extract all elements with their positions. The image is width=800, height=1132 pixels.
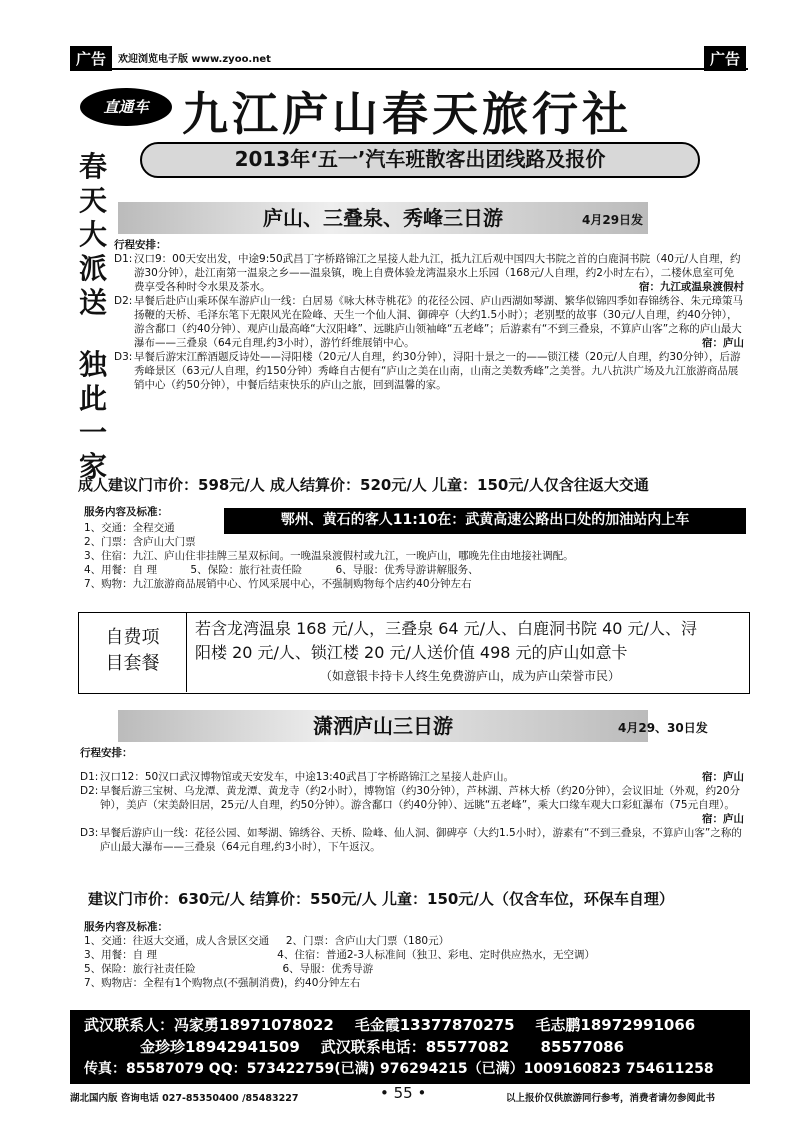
service-item: 2、门票：含庐山大门票 [84, 536, 196, 548]
promo-banner: 2013年‘五一’汽车班散客出团线路及报价 [140, 142, 700, 178]
day-row [114, 350, 744, 392]
route2-service-label: 服务内容及标准： [84, 921, 168, 933]
slogan-char: 天 [78, 184, 107, 217]
selfpay-label-line: 自费项 [105, 627, 160, 648]
day-text: 早餐后赴庐山乘环保车游庐山一线：白居易《咏大林寺桃花》的花径公园、庐山西湖如琴湖、繁华似锦四季如春锦绣谷、朱元璋策马扬鞭的天桥、毛泽东笔下无限风光在险峰、天生一个仙人洞、御碑亭（大约1.5小时）；老别墅的故事（30元/人自理，约40分钟），游含鄱口（约40分钟）、观庐山最高峰“大汉阳峰”、远眺庐山领袖峰“五老峰”；后游素有“不到三叠泉，不算庐山客”之称的庐山最大瀑布——三叠泉（64元自理,约3小时），游竹纤维展销中心。 [134, 295, 743, 349]
day-label: D1: [80, 771, 99, 783]
day-stay: 宿：庐山 [702, 771, 744, 783]
day-text: 汉口12：50汉口武汉博物馆或天安发车，中途13:40武昌丁字桥路锦江之星接人赴庐山。 [100, 771, 514, 783]
side-slogan [74, 150, 112, 484]
contact-line: 武汉联系人：冯家勇18971078022 毛金霞13377870275 毛志鹏18972991066 [84, 1016, 696, 1034]
slogan-char: 大 [78, 218, 107, 251]
service-item: 7、购物：九江旅游商品展销中心、竹风采展中心，不强制购物每个店约40分钟左右 [84, 578, 472, 590]
slogan-char: 家 [78, 450, 107, 483]
day-row [80, 784, 744, 826]
route2-price: 建议门市价：630元/人 结算价：550元/人 儿童：150元/人（仅含车位，环保车自理） [88, 890, 674, 908]
route1-schedule [114, 238, 744, 392]
service-item: 7、购物店：全程有1个购物点(不强制消费)，约40分钟左右 [84, 977, 361, 989]
day-text: 汉口9：00天安出发，中途9:50武昌丁字桥路锦江之星接人赴九江，抵九江后观中国四大书院之首的白鹿洞书院（40元/人自理，约游30分钟），赴江南第一温泉之乡——温泉镇，晚上自费体验龙湾温泉水上乐园（168元/人自理，约2小时左右），二楼休息室可免费享受各种时令水果及茶水。 [134, 253, 741, 293]
slogan-char: 派 [78, 252, 107, 285]
selfpay-note: （如意银卡持卡人终生免费游庐山，成为庐山荣誉市民） [319, 669, 620, 683]
selfpay-label-line: 目套餐 [105, 653, 160, 674]
service-item: 4、用餐：自 理 5、保险：旅行社责任险 6、导服：优秀导游讲解服务、 [84, 564, 479, 576]
service-item: 3、住宿：九江、庐山住非挂牌三星双标间。一晚温泉渡假村或九江，一晚庐山，哪晚先住由地接社调配。 [84, 550, 574, 562]
day-text: 早餐后游庐山一线：花径公园、如琴湖、锦绣谷、天桥、险峰、仙人洞、御碑亭（大约1.5小时），游素有“不到三叠泉，不算庐山客”之称的庐山最大瀑布——三叠泉（64元自理,约3小时），下午返汉。 [100, 827, 742, 853]
selfpay-label [79, 613, 187, 692]
route2-schedule [80, 746, 744, 854]
route1-title: 庐山、三叠泉、秀峰三日游 [118, 202, 648, 234]
selfpay-content [195, 617, 745, 687]
contact-line: 金珍珍18942941509 武汉联系电话：85577082 85577086 [140, 1038, 625, 1056]
header-rule [70, 68, 748, 70]
ad-tag-left: 广告 [70, 46, 112, 71]
day-row [80, 770, 744, 784]
slogan-char: 此 [78, 382, 107, 415]
contact-block [70, 1010, 750, 1084]
footer-left: 湖北国内版 咨询电话 027-85350400 /85483227 [70, 1093, 299, 1104]
day-label: D2: [114, 295, 133, 307]
ad-tag-right: 广告 [704, 46, 746, 71]
schedule-label: 行程安排： [114, 239, 167, 251]
footer-right: 以上报价仅供旅游同行参考，消费者请勿参阅此书 [506, 1093, 716, 1104]
service-item: 3、用餐：自 理 4、住宿：普通2-3人标准间（独卫、彩电、定时供应热水，无空调） [84, 949, 596, 961]
day-row [114, 294, 744, 350]
slogan-char: 送 [78, 286, 107, 319]
pickup-bar: 鄂州、黄石的客人11:10在：武黄高速公路出口处的加油站内上车 [224, 508, 746, 534]
selfpay-box [78, 612, 750, 694]
service-item: 5、保险：旅行社责任险 6、导服：优秀导游 [84, 963, 374, 975]
slogan-char: 独 [78, 348, 107, 381]
day-stay: 宿：庐山 [702, 813, 744, 825]
page-number: • 55 • [380, 1084, 427, 1102]
day-row [114, 252, 744, 294]
selfpay-line: 阳楼 20 元/人、锁江楼 20 元/人送价值 498 元的庐山如意卡 [195, 643, 628, 662]
day-label: D1: [114, 253, 133, 265]
brand-badge: 直通车 [80, 88, 172, 126]
day-stay: 宿：九江或温泉渡假村 [639, 281, 744, 293]
route2-services [84, 920, 748, 990]
day-label: D2: [80, 785, 99, 797]
service-item: 1、交通：往返大交通，成人含景区交通 2、门票：含庐山大门票（180元） [84, 935, 450, 947]
day-text: 早餐后游三宝树、乌龙潭、黄龙潭、黄龙寺（约2小时），博物馆（约30分钟），芦林湖、芦林大桥（约20分钟），会议旧址（外观，约20分钟），美庐（宋美龄旧居，25元/人自理，约50分钟）。游含鄱口（约40分钟）、远眺“五老峰”，乘大口缘车观大口彩虹瀑布（75元自理）。 [100, 785, 741, 811]
contact-line: 传真：85587079 QQ：573422759(已满) 976294215（已满）1009160823 754611258 [84, 1061, 714, 1077]
slogan-char: 春 [78, 150, 107, 183]
day-label: D3: [80, 827, 99, 839]
selfpay-line: 若含龙湾温泉 168 元/人，三叠泉 64 元/人、白鹿洞书院 40 元/人、浔 [195, 619, 697, 638]
route2-date: 4月29、30日发 [618, 721, 708, 735]
route1-date: 4月29日发 [582, 213, 644, 227]
route1-service-label: 服务内容及标准： [84, 506, 168, 518]
brand-title: 九江庐山春天旅行社 [182, 87, 632, 141]
day-stay: 宿：庐山 [702, 337, 744, 349]
schedule-label: 行程安排： [80, 747, 133, 759]
day-text: 早餐后游宋江醉酒题反诗处——浔阳楼（20元/人自理，约30分钟），浔阳十景之一的——锁江楼（20元/人自理，约30分钟），后游秀峰景区（63元/人自理，约150分钟）秀峰自古便有“庐山之美在山南，山南之美数秀峰”之美誉。九八抗洪广场及九江旅游商品展销中心（约50分钟），中餐后结束快乐的庐山之旅，回到温馨的家。 [134, 351, 741, 391]
route1-price: 成人建议门市价：598元/人 成人结算价：520元/人 儿童：150元/人仅含往返大交通 [78, 476, 649, 494]
page-number-value: 55 [393, 1084, 413, 1102]
day-label: D3: [114, 351, 133, 363]
route1-services [84, 521, 744, 591]
day-row [80, 826, 744, 854]
service-item: 1、交通：全程交通 [84, 522, 175, 534]
site-url: 欢迎浏览电子版 www.zyoo.net [118, 54, 271, 65]
route2-title: 潇洒庐山三日游 [118, 710, 648, 742]
slogan-char: 一 [78, 416, 107, 449]
